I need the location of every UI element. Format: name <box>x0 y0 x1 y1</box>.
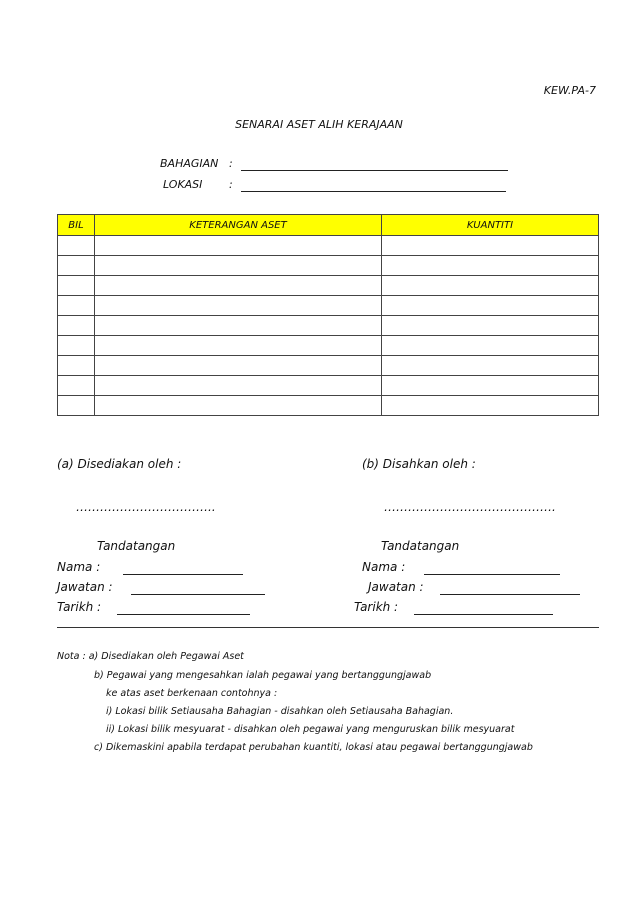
prepared-by-nama-field[interactable] <box>123 562 243 575</box>
note-line-b-ii: ii) Lokasi bilik mesyuarat - disahkan oleh pegawai yang menguruskan bilik mesyuarat <box>106 724 515 735</box>
cell-kuantiti[interactable] <box>382 256 599 276</box>
approved-by-signature-line[interactable]: ……………………………………. <box>384 500 556 514</box>
note-line-b-cont: ke atas aset berkenaan contohnya : <box>106 688 278 699</box>
table-row <box>58 336 599 356</box>
approved-by-jawatan-field[interactable] <box>440 582 580 595</box>
bahagian-label: BAHAGIAN <box>160 157 219 170</box>
form-title: SENARAI ASET ALIH KERAJAAN <box>235 118 403 131</box>
asset-table <box>57 214 599 416</box>
cell-bil[interactable] <box>58 316 95 336</box>
prepared-by-nama-label: Nama : <box>57 560 101 574</box>
table-row <box>58 256 599 276</box>
lokasi-colon: : <box>229 178 233 191</box>
table-row <box>58 236 599 256</box>
table-row <box>58 316 599 336</box>
approved-by-nama-label: Nama : <box>362 560 406 574</box>
cell-keterangan[interactable] <box>95 256 382 276</box>
approved-by-signature-label: Tandatangan <box>381 539 460 553</box>
cell-kuantiti[interactable] <box>382 356 599 376</box>
cell-kuantiti[interactable] <box>382 276 599 296</box>
prepared-by-tarikh-field[interactable] <box>117 602 250 615</box>
cell-keterangan[interactable] <box>95 356 382 376</box>
prepared-by-tarikh-label: Tarikh : <box>57 600 102 614</box>
cell-keterangan[interactable] <box>95 236 382 256</box>
approved-by-heading: (b) Disahkan oleh : <box>362 457 476 471</box>
prepared-by-jawatan-label: Jawatan : <box>57 580 113 594</box>
cell-bil[interactable] <box>58 376 95 396</box>
note-line-c: c) Dikemaskini apabila terdapat perubahan kuantiti, lokasi atau pegawai bertanggungjawab <box>94 742 533 753</box>
lokasi-field[interactable] <box>241 179 506 192</box>
cell-keterangan[interactable] <box>95 316 382 336</box>
note-line-b: b) Pegawai yang mengesahkan ialah pegawai yang bertanggungjawab <box>94 670 432 681</box>
table-row <box>58 296 599 316</box>
cell-bil[interactable] <box>58 236 95 256</box>
column-header-bil: BIL <box>58 215 95 236</box>
cell-bil[interactable] <box>58 256 95 276</box>
approved-by-jawatan-label: Jawatan : <box>368 580 424 594</box>
table-row <box>58 276 599 296</box>
form-code: KEW.PA-7 <box>543 84 596 97</box>
cell-bil[interactable] <box>58 296 95 316</box>
bahagian-field[interactable] <box>241 158 508 171</box>
prepared-by-heading: (a) Disediakan oleh : <box>57 457 182 471</box>
cell-keterangan[interactable] <box>95 336 382 356</box>
cell-kuantiti[interactable] <box>382 296 599 316</box>
note-line-b-i: i) Lokasi bilik Setiausaha Bahagian - disahkan oleh Setiausaha Bahagian. <box>106 706 454 717</box>
cell-kuantiti[interactable] <box>382 316 599 336</box>
cell-kuantiti[interactable] <box>382 396 599 416</box>
lokasi-label: LOKASI <box>163 178 203 191</box>
table-row <box>58 376 599 396</box>
cell-bil[interactable] <box>58 276 95 296</box>
cell-kuantiti[interactable] <box>382 236 599 256</box>
cell-keterangan[interactable] <box>95 276 382 296</box>
cell-kuantiti[interactable] <box>382 376 599 396</box>
approved-by-nama-field[interactable] <box>424 562 560 575</box>
cell-bil[interactable] <box>58 396 95 416</box>
section-divider <box>57 627 599 628</box>
prepared-by-signature-line[interactable]: …………………………….. <box>76 500 216 514</box>
table-row <box>58 356 599 376</box>
cell-keterangan[interactable] <box>95 396 382 416</box>
cell-kuantiti[interactable] <box>382 336 599 356</box>
approved-by-tarikh-field[interactable] <box>414 602 553 615</box>
note-line-a: Nota : a) Disediakan oleh Pegawai Aset <box>57 651 244 662</box>
cell-bil[interactable] <box>58 336 95 356</box>
column-header-keterangan: KETERANGAN ASET <box>95 215 382 236</box>
table-header-row <box>58 215 599 236</box>
column-header-kuantiti: KUANTITI <box>382 215 599 236</box>
cell-keterangan[interactable] <box>95 296 382 316</box>
table-row <box>58 396 599 416</box>
approved-by-tarikh-label: Tarikh : <box>354 600 399 614</box>
bahagian-colon: : <box>229 157 233 170</box>
prepared-by-signature-label: Tandatangan <box>97 539 176 553</box>
prepared-by-jawatan-field[interactable] <box>131 582 265 595</box>
cell-keterangan[interactable] <box>95 376 382 396</box>
cell-bil[interactable] <box>58 356 95 376</box>
